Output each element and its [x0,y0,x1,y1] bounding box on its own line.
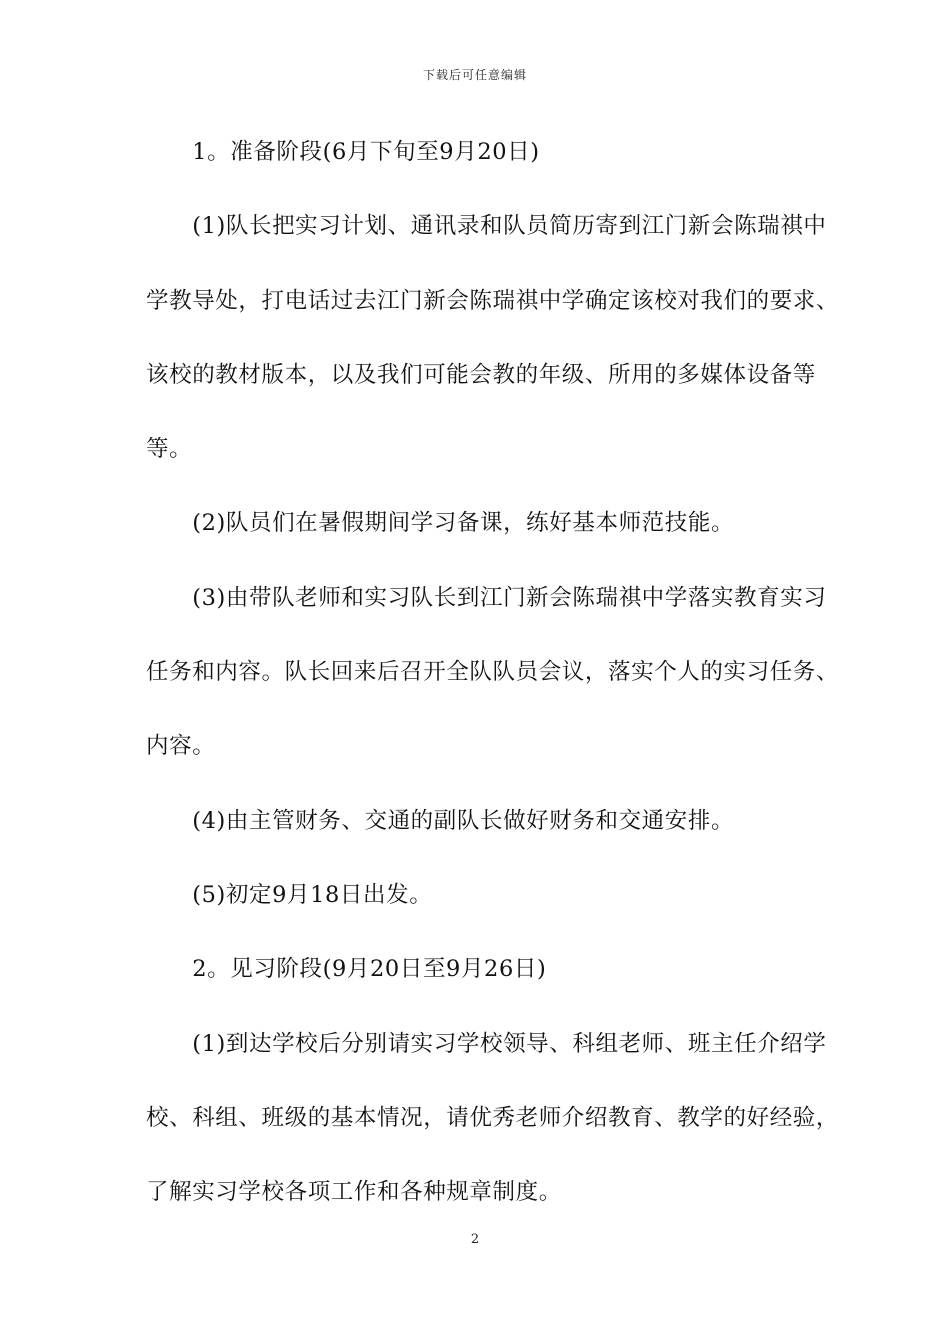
section-heading-preparation: 1。准备阶段(6月下旬至9月20日) [146,139,540,165]
paragraph-line: 等。 [146,436,193,462]
paragraph-line: (4)由主管财务、交通的副队长做好财务和交通安排。 [146,808,735,834]
paragraph-line: (1)队长把实习计划、通讯录和队员简历寄到江门新会陈瑞祺中 [146,213,827,239]
paragraph-line: 内容。 [146,733,216,759]
paragraph-line: 该校的教材版本，以及我们可能会教的年级、所用的多媒体设备等 [146,362,816,388]
paragraph-line: 任务和内容。队长回来后召开全队队员会议，落实个人的实习任务、 [146,659,840,685]
page-number: 2 [470,1232,480,1247]
paragraph-line: (1)到达学校后分别请实习学校领导、科组老师、班主任介绍学 [146,1031,827,1057]
paragraph-line: 学教导处，打电话过去江门新会陈瑞祺中学确定该校对我们的要求、 [146,288,840,314]
paragraph-line: (2)队员们在暑假期间学习备课，练好基本师范技能。 [146,510,735,536]
paragraph-line: 了解实习学校各项工作和各种规章制度。 [146,1179,562,1205]
paragraph-line: (5)初定9月18日出发。 [146,882,433,908]
paragraph-line: 校、科组、班级的基本情况，请优秀老师介绍教育、教学的好经验， [146,1105,840,1131]
page-header: 下载后可任意编辑 [422,68,527,82]
section-heading-observation: 2。见习阶段(9月20日至9月26日) [146,956,547,982]
paragraph-line: (3)由带队老师和实习队长到江门新会陈瑞祺中学落实教育实习 [146,585,827,611]
